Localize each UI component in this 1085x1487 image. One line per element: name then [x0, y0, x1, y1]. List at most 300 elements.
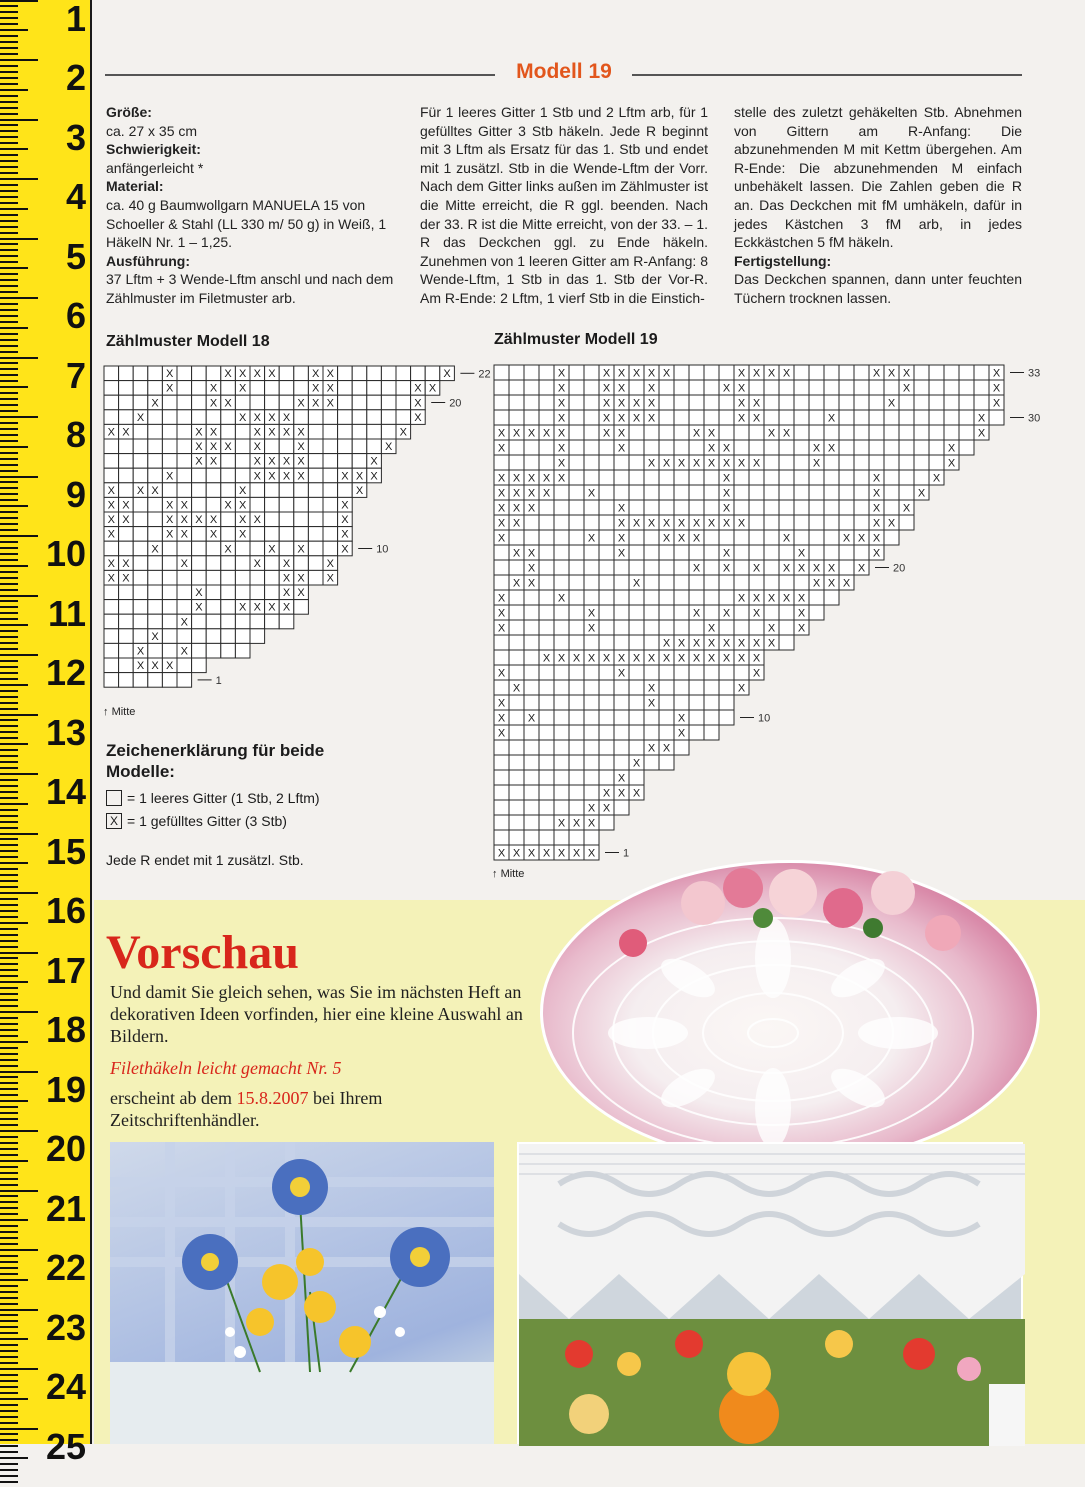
grid-cell: [539, 815, 554, 830]
ruler-tick: [0, 999, 18, 1001]
grid-cell: [294, 366, 309, 381]
ruler-tick: [0, 23, 18, 25]
grid-cell: [629, 590, 644, 605]
grid-cell: [494, 740, 509, 755]
grid-cell: [265, 497, 280, 512]
filled-cell-mark: X: [312, 383, 320, 395]
ruler-number: 1: [66, 0, 86, 40]
row-label: 22: [478, 368, 490, 380]
ruler-tick: [0, 987, 18, 989]
header-rule-right: [632, 74, 1022, 76]
grid-cell: [206, 410, 221, 425]
grid-cell: [265, 483, 280, 498]
grid-cell: [704, 695, 719, 710]
grid-cell: [554, 710, 569, 725]
grid-cell: [914, 455, 929, 470]
grid-cell: [265, 395, 280, 410]
ruler-tick: [0, 410, 18, 412]
grid-cell: [779, 380, 794, 395]
filled-cell-mark: X: [588, 488, 596, 500]
grid-cell: [659, 710, 674, 725]
grid-cell: [584, 500, 599, 515]
row-label: 20: [893, 563, 905, 575]
grid-cell: [794, 410, 809, 425]
grid-cell: [929, 425, 944, 440]
ruler-tick: [0, 1338, 28, 1340]
ruler-tick: [0, 1011, 38, 1013]
grid-cell: [539, 680, 554, 695]
grid-cell: [279, 366, 294, 381]
ruler-tick: [0, 458, 18, 460]
grid-cell: [279, 483, 294, 498]
filled-cell-mark: X: [573, 848, 581, 860]
grid-cell: [494, 560, 509, 575]
ruler-tick: [0, 1368, 38, 1370]
ruler-tick: [0, 821, 18, 823]
filled-cell-mark: X: [543, 848, 551, 860]
grid-cell: [265, 614, 280, 629]
grid-cell: [599, 695, 614, 710]
grid-cell: [824, 590, 839, 605]
grid-cell: [177, 585, 192, 600]
filled-cell-mark: X: [122, 514, 130, 526]
grid-cell: [509, 410, 524, 425]
grid-cell: [509, 620, 524, 635]
grid-cell: [162, 424, 177, 439]
grid-cell: [554, 665, 569, 680]
grid-cell: [177, 381, 192, 396]
grid-cell: [148, 424, 163, 439]
grid-cell: [734, 530, 749, 545]
grid-cell: [584, 740, 599, 755]
grid-cell: [539, 410, 554, 425]
filled-cell-mark: X: [151, 631, 159, 643]
grid-cell: [554, 485, 569, 500]
grid-cell: [959, 425, 974, 440]
ruler-number: 6: [66, 295, 86, 337]
filled-cell-mark: X: [254, 514, 262, 526]
ruler-tick: [0, 1243, 18, 1245]
grid-cell: [809, 380, 824, 395]
ruler-tick: [0, 95, 18, 97]
grid-cell: [162, 483, 177, 498]
ruler-tick: [0, 1344, 18, 1346]
grid-cell: [162, 439, 177, 454]
filled-cell-mark: X: [341, 470, 349, 482]
grid-cell: [177, 600, 192, 615]
filled-cell-mark: X: [843, 533, 851, 545]
ruler-tick: [0, 89, 28, 91]
grid-cell: [133, 366, 148, 381]
empty-cell-symbol: [106, 790, 122, 806]
grid-cell: [381, 381, 396, 396]
ruler-tick: [0, 1291, 18, 1293]
filled-cell-mark: X: [513, 683, 521, 695]
grid-cell: [539, 395, 554, 410]
grid-cell: [839, 485, 854, 500]
ruler-number: 15: [46, 831, 86, 873]
grid-cell: [854, 455, 869, 470]
grid-cell: [734, 500, 749, 515]
filled-cell-mark: X: [498, 428, 506, 440]
grid-cell: [824, 500, 839, 515]
ruler-tick: [0, 809, 18, 811]
filled-cell-mark: X: [341, 500, 349, 512]
filled-cell-mark: X: [633, 578, 641, 590]
ruler-tick: [0, 481, 18, 483]
grid-cell: [250, 570, 265, 585]
grid-cell: [279, 541, 294, 556]
filled-cell-mark: X: [108, 558, 116, 570]
grid-cell: [133, 497, 148, 512]
ruler-tick: [0, 208, 28, 210]
ruler-tick: [0, 1112, 18, 1114]
grid-cell: [764, 530, 779, 545]
ruler-tick: [0, 797, 18, 799]
filled-cell-mark: X: [708, 623, 716, 635]
filled-cell-mark: X: [528, 473, 536, 485]
ruler-number: 20: [46, 1128, 86, 1170]
grid-cell: [599, 590, 614, 605]
ruler-tick: [0, 856, 18, 858]
grid-cell: [133, 454, 148, 469]
grid-cell: [899, 515, 914, 530]
filled-cell-mark: X: [268, 412, 276, 424]
ruler-tick: [0, 928, 18, 930]
grid-cell: [162, 614, 177, 629]
grid-cell: [689, 500, 704, 515]
grid-cell: [659, 620, 674, 635]
filled-cell-mark: X: [573, 818, 581, 830]
ruler-tick: [0, 767, 18, 769]
grid-cell: [554, 620, 569, 635]
grid-cell: [104, 614, 119, 629]
grid-cell: [221, 424, 236, 439]
ruler-tick: [0, 434, 18, 436]
grid-cell: [584, 365, 599, 380]
ruler-number: 22: [46, 1247, 86, 1289]
ruler-tick: [0, 1023, 18, 1025]
filled-cell-mark: X: [108, 427, 116, 439]
grid-cell: [779, 515, 794, 530]
grid-cell: [704, 605, 719, 620]
grid-cell: [764, 500, 779, 515]
ruler-number: 13: [46, 712, 86, 754]
grid-cell: [192, 381, 207, 396]
grid-cell: [644, 470, 659, 485]
grid-cell: [206, 497, 221, 512]
ruler-tick: [0, 505, 28, 507]
grid-cell: [569, 695, 584, 710]
ruler-tick: [0, 1439, 18, 1441]
grid-cell: [569, 635, 584, 650]
grid-cell: [338, 439, 353, 454]
grid-cell: [704, 410, 719, 425]
grid-cell: [265, 512, 280, 527]
ruler-tick: [0, 1433, 18, 1435]
grid-cell: [569, 515, 584, 530]
filled-cell-mark: X: [678, 518, 686, 530]
grid-cell: [614, 755, 629, 770]
filled-cell-mark: X: [918, 488, 926, 500]
grid-cell: [704, 560, 719, 575]
grid-cell: [599, 710, 614, 725]
ruler-tick: [0, 1249, 38, 1251]
grid-cell: [704, 470, 719, 485]
grid-cell: [569, 710, 584, 725]
grid-cell: [914, 470, 929, 485]
filled-cell-mark: X: [498, 593, 506, 605]
ruler-tick: [0, 1285, 18, 1287]
grid-cell: [674, 380, 689, 395]
grid-cell: [824, 470, 839, 485]
filled-cell-mark: X: [633, 398, 641, 410]
grid-cell: [809, 410, 824, 425]
release-date: 15.8.2007: [236, 1088, 308, 1108]
grid-cell: [308, 468, 323, 483]
grid-cell: [779, 500, 794, 515]
grid-cell: [294, 483, 309, 498]
chart18-mitte-text: Mitte: [112, 706, 136, 718]
filled-cell-mark: X: [108, 573, 116, 585]
grid-cell: [177, 673, 192, 688]
grid-cell: [509, 830, 524, 845]
grid-cell: [162, 600, 177, 615]
grid-cell: [779, 485, 794, 500]
filled-cell-mark: X: [663, 638, 671, 650]
filled-cell-mark: X: [224, 368, 232, 380]
grid-cell: [929, 440, 944, 455]
ruler-tick: [0, 309, 18, 311]
filled-cell-mark: X: [753, 638, 761, 650]
ruler-tick: [0, 672, 18, 674]
grid-cell: [974, 395, 989, 410]
row-label: 30: [1028, 413, 1040, 425]
filled-cell-mark: X: [108, 514, 116, 526]
ruler-tick: [0, 398, 18, 400]
grid-cell: [250, 629, 265, 644]
grid-cell: [899, 395, 914, 410]
grid-cell: [235, 468, 250, 483]
ruler-tick: [0, 916, 18, 918]
filled-cell-mark: X: [708, 653, 716, 665]
grid-cell: [839, 440, 854, 455]
grid-cell: [524, 815, 539, 830]
filled-cell-mark: X: [210, 514, 218, 526]
filled-cell-mark: X: [738, 413, 746, 425]
filled-cell-symbol: X: [106, 813, 122, 829]
grid-cell: [614, 560, 629, 575]
ruler-tick: [0, 1088, 18, 1090]
ruler-tick: [0, 559, 18, 561]
grid-cell: [265, 527, 280, 542]
grid-cell: [959, 380, 974, 395]
filled-cell-mark: X: [166, 514, 174, 526]
grid-cell: [524, 440, 539, 455]
grid-cell: [524, 395, 539, 410]
ruler-tick: [0, 583, 18, 585]
filled-cell-mark: X: [618, 518, 626, 530]
grid-cell: [659, 755, 674, 770]
grid-cell: [119, 439, 134, 454]
grid-cell: [104, 600, 119, 615]
filled-cell-mark: X: [558, 383, 566, 395]
grid-cell: [674, 680, 689, 695]
filled-cell-mark: X: [327, 383, 335, 395]
grid-cell: [824, 395, 839, 410]
ruler-tick: [0, 1201, 18, 1203]
ruler-tick: [0, 107, 18, 109]
filled-cell-mark: X: [297, 441, 305, 453]
grid-cell: [294, 410, 309, 425]
grid-cell: [599, 455, 614, 470]
filled-cell-mark: X: [798, 608, 806, 620]
grid-cell: [133, 527, 148, 542]
grid-cell: [221, 512, 236, 527]
grid-cell: [148, 643, 163, 658]
grid-cell: [584, 515, 599, 530]
row-label: 1: [623, 848, 629, 860]
grid-cell: [734, 545, 749, 560]
grid-cell: [749, 380, 764, 395]
grid-cell: [614, 470, 629, 485]
grid-cell: [192, 541, 207, 556]
grid-cell: [148, 570, 163, 585]
filled-cell-mark: X: [513, 503, 521, 515]
grid-cell: [162, 556, 177, 571]
filled-cell-mark: X: [558, 443, 566, 455]
doily-photo: [540, 860, 1040, 1165]
ruler-number: 24: [46, 1366, 86, 1408]
grid-cell: [974, 380, 989, 395]
filled-cell-mark: X: [648, 383, 656, 395]
grid-cell: [162, 629, 177, 644]
grid-cell: [674, 395, 689, 410]
grid-cell: [539, 440, 554, 455]
grid-cell: [133, 614, 148, 629]
grid-cell: [914, 425, 929, 440]
instruction-paragraph: Für 1 leeres Gitter 1 Stb und 2 Lftm arb, für 1 gefülltes Gitter 3 Stb häkeln. Jede R beginnt mit 3 Lftm als Ersatz für das 1. Stb und endet mit 1 zusätzl. Stb in die Wende-Lftm der Vorr. Nach dem Gitter links außen im Zählmuster ist die Mitte erreicht, die R ggl. beenden. Nach der 33. R ist die Mitte erreicht, von der 33. – 1. R das Deckchen ggl. zu Ende häkeln. Zunehmen von 1 leeren Gitter am R-Anfang: 8 Wende-Lftm, 1 Stb in das 1. Stb der Vor-R. Am R-Ende: 2 Lftm, 1 vierf Stb in die Einstich-: [420, 103, 708, 308]
grid-cell: [323, 439, 338, 454]
filled-cell-mark: X: [528, 503, 536, 515]
grid-cell: [629, 635, 644, 650]
grid-cell: [192, 483, 207, 498]
ruler-tick: [0, 755, 18, 757]
ruler-tick: [0, 589, 18, 591]
ruler-tick: [0, 142, 18, 144]
grid-cell: [944, 410, 959, 425]
filled-cell-mark: X: [327, 368, 335, 380]
filled-cell-mark: X: [543, 473, 551, 485]
instruction-paragraph: Das Deckchen spannen, dann unter feuchten Tüchern trocknen lassen.: [734, 270, 1022, 307]
filled-cell-mark: X: [618, 413, 626, 425]
ruler-tick: [0, 148, 28, 150]
grid-cell: [569, 455, 584, 470]
grid-cell: [539, 635, 554, 650]
grid-cell: [749, 545, 764, 560]
grid-cell: [367, 366, 382, 381]
filled-cell-mark: X: [414, 397, 422, 409]
filled-cell-mark: X: [903, 368, 911, 380]
chart19-mitte-text: Mitte: [501, 868, 525, 880]
filled-cell-mark: X: [558, 458, 566, 470]
grid-cell: [794, 365, 809, 380]
grid-cell: [352, 454, 367, 469]
filled-cell-mark: X: [356, 470, 364, 482]
filled-cell-mark: X: [151, 543, 159, 555]
filled-cell-mark: X: [166, 470, 174, 482]
grid-cell: [250, 483, 265, 498]
grid-cell: [869, 410, 884, 425]
ruler-tick: [0, 1160, 28, 1162]
filled-cell-mark: X: [356, 485, 364, 497]
filled-cell-mark: X: [723, 518, 731, 530]
grid-cell: [869, 455, 884, 470]
grid-cell: [308, 454, 323, 469]
filled-cell-mark: X: [498, 503, 506, 515]
filled-cell-mark: X: [933, 473, 941, 485]
grid-cell: [584, 545, 599, 560]
filled-cell-mark: X: [224, 441, 232, 453]
grid-cell: [148, 366, 163, 381]
grid-cell: [308, 527, 323, 542]
ruler-tick: [0, 1047, 18, 1049]
grid-cell: [839, 410, 854, 425]
filled-cell-mark: X: [738, 368, 746, 380]
ruler-tick: [0, 1142, 18, 1144]
grid-cell: [162, 395, 177, 410]
filled-cell-mark: X: [588, 608, 596, 620]
grid-cell: [749, 575, 764, 590]
grid-cell: [764, 545, 779, 560]
grid-cell: [554, 635, 569, 650]
filled-cell-mark: X: [268, 456, 276, 468]
filled-cell-mark: X: [239, 514, 247, 526]
grid-cell: [914, 380, 929, 395]
ruler-tick: [0, 5, 18, 7]
grid-cell: [824, 515, 839, 530]
grid-cell: [494, 785, 509, 800]
grid-cell: [554, 680, 569, 695]
grid-cell: [929, 395, 944, 410]
grid-cell: [554, 560, 569, 575]
instruction-heading: Größe:: [106, 103, 398, 122]
grid-cell: [629, 770, 644, 785]
filled-cell-mark: X: [603, 788, 611, 800]
grid-cell: [584, 725, 599, 740]
grid-cell: [674, 560, 689, 575]
filled-cell-mark: X: [443, 368, 451, 380]
ruler-tick: [0, 600, 18, 602]
ruler-tick: [0, 470, 18, 472]
filled-cell-mark: X: [738, 458, 746, 470]
release-info: [110, 1087, 510, 1131]
grid-cell: [177, 658, 192, 673]
grid-cell: [323, 483, 338, 498]
ruler-number: 17: [46, 950, 86, 992]
filled-cell-mark: X: [327, 573, 335, 585]
ruler-tick: [0, 1178, 18, 1180]
grid-cell: [352, 395, 367, 410]
ruler-tick: [0, 1172, 18, 1174]
grid-cell: [554, 515, 569, 530]
grid-cell: [719, 530, 734, 545]
grid-cell: [629, 665, 644, 680]
grid-cell: [569, 680, 584, 695]
filled-cell-mark: X: [783, 533, 791, 545]
grid-cell: [854, 410, 869, 425]
ruler-tick: [0, 1148, 18, 1150]
